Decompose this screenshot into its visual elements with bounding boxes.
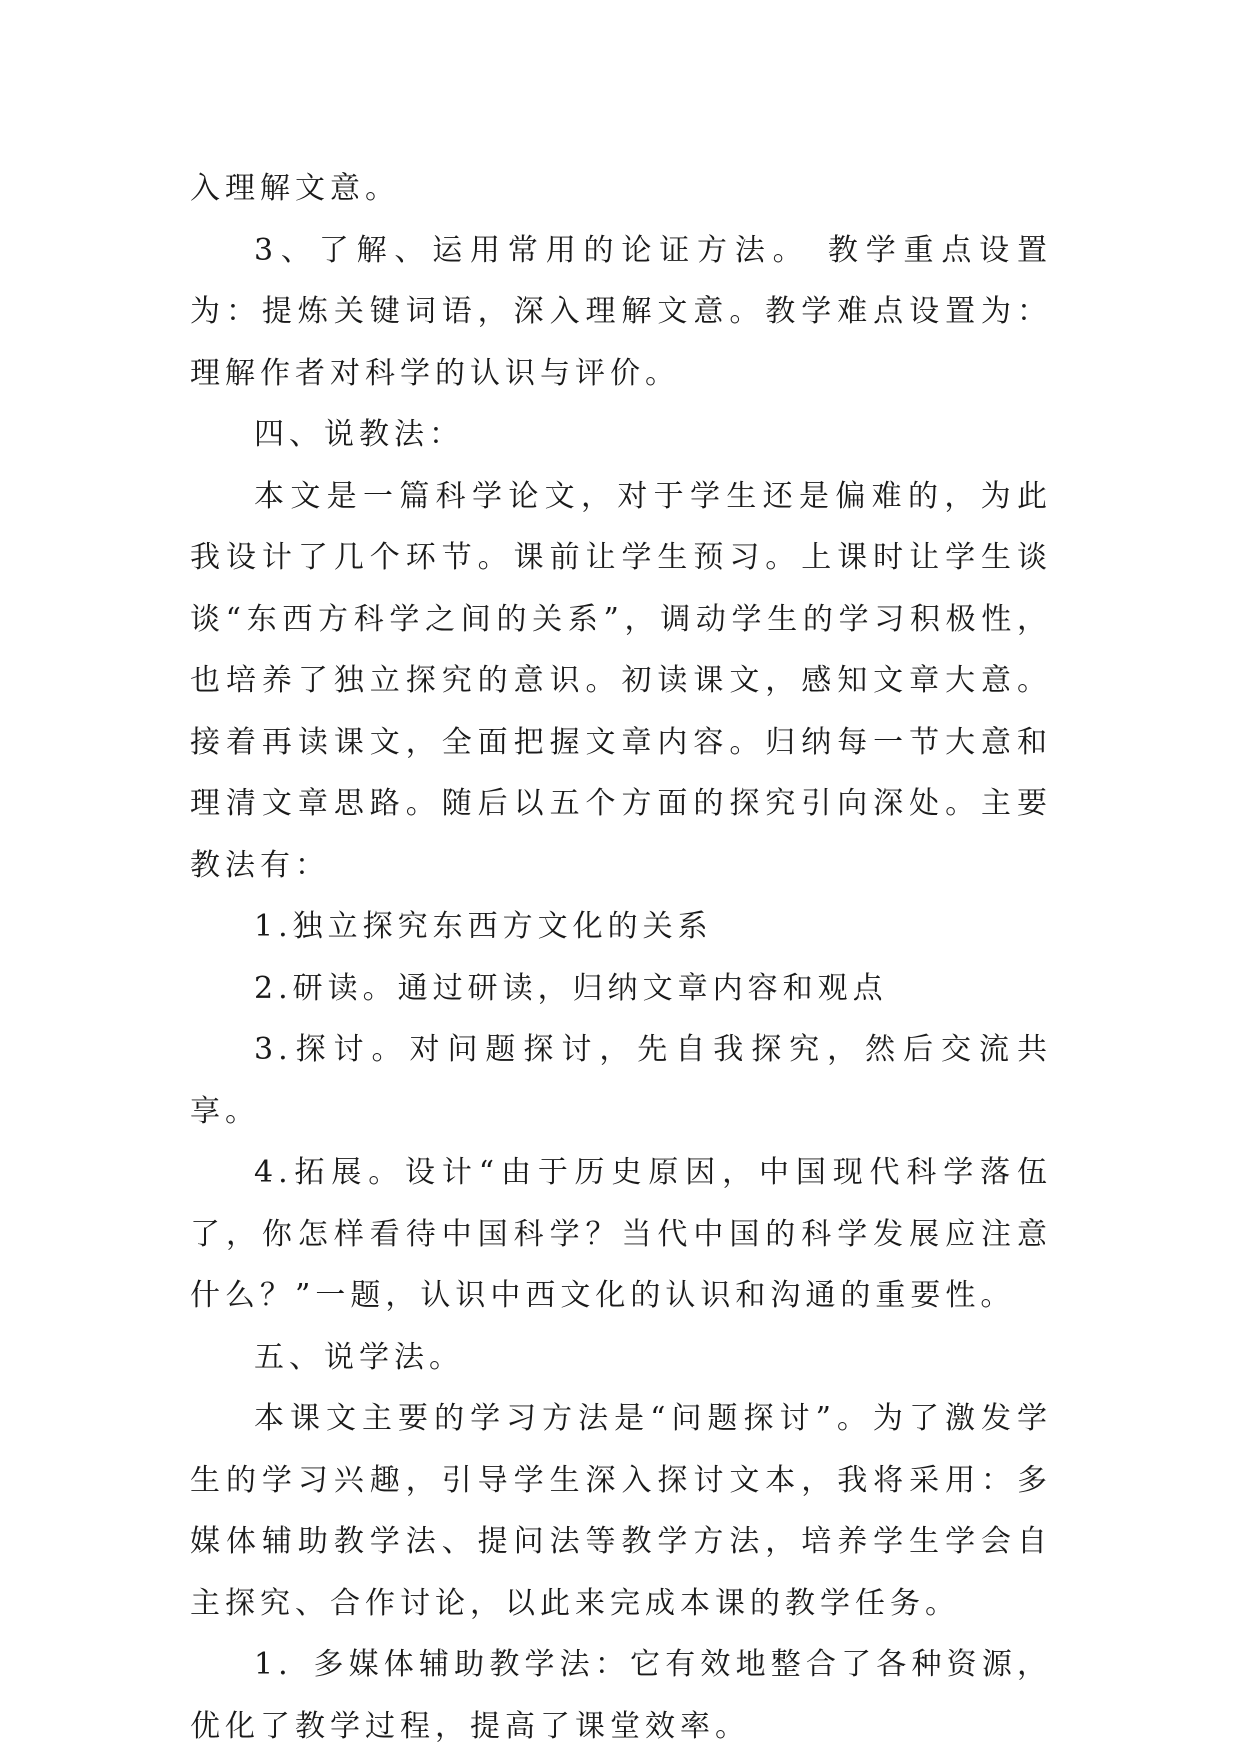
paragraph-continuation: 入理解文意。 <box>190 171 400 206</box>
section-heading-teaching-methods: 四、说教法： <box>254 417 464 452</box>
paragraph-objective-3: 3、了解、运用常用的论证方法。 教学重点设置为：提炼关键词语，深入理解文意。教学难点设置为：理解作者对科学的认识与评价。 <box>190 232 1052 391</box>
list-item-method-4: 4.拓展。设计“由于历史原因，中国现代科学落伍了，你怎样看待中国科学？当代中国的科学发展应注意什么？”一题，认识中西文化的认识和沟通的重要性。 <box>190 1155 1052 1313</box>
paragraph-teaching-methods: 本文是一篇科学论文，对于学生还是偏难的，为此我设计了几个环节。课前让学生预习。上课时让学生谈谈“东西方科学之间的关系”，调动学生的学习积极性，也培养了独立探究的意识。初读课文，感知文章大意。接着再读课文，全面把握文章内容。归纳每一节大意和理清文章思路。随后以五个方面的探究引向深处。主要教法有： <box>190 478 1052 883</box>
document-body <box>190 158 1052 1757</box>
section-heading-learning-methods: 五、说学法。 <box>254 1339 464 1375</box>
list-item-multimedia-method: 1．多媒体辅助教学法：它有效地整合了各种资源，优化了教学过程，提高了课堂效率。 <box>190 1647 1052 1744</box>
paragraph-learning-methods: 本课文主要的学习方法是“问题探讨”。为了激发学生的学习兴趣，引导学生深入探讨文本，我将采用：多媒体辅助教学法、提问法等教学方法，培养学生学会自主探究、合作讨论，以此来完成本课的教学任务。 <box>190 1401 1052 1621</box>
list-item-method-1: 1.独立探究东西方文化的关系 <box>254 909 713 944</box>
list-item-method-2: 2.研读。通过研读，归纳文章内容和观点 <box>254 970 888 1006</box>
list-item-method-3: 3.探讨。对问题探讨，先自我探究，然后交流共享。 <box>190 1032 1052 1129</box>
